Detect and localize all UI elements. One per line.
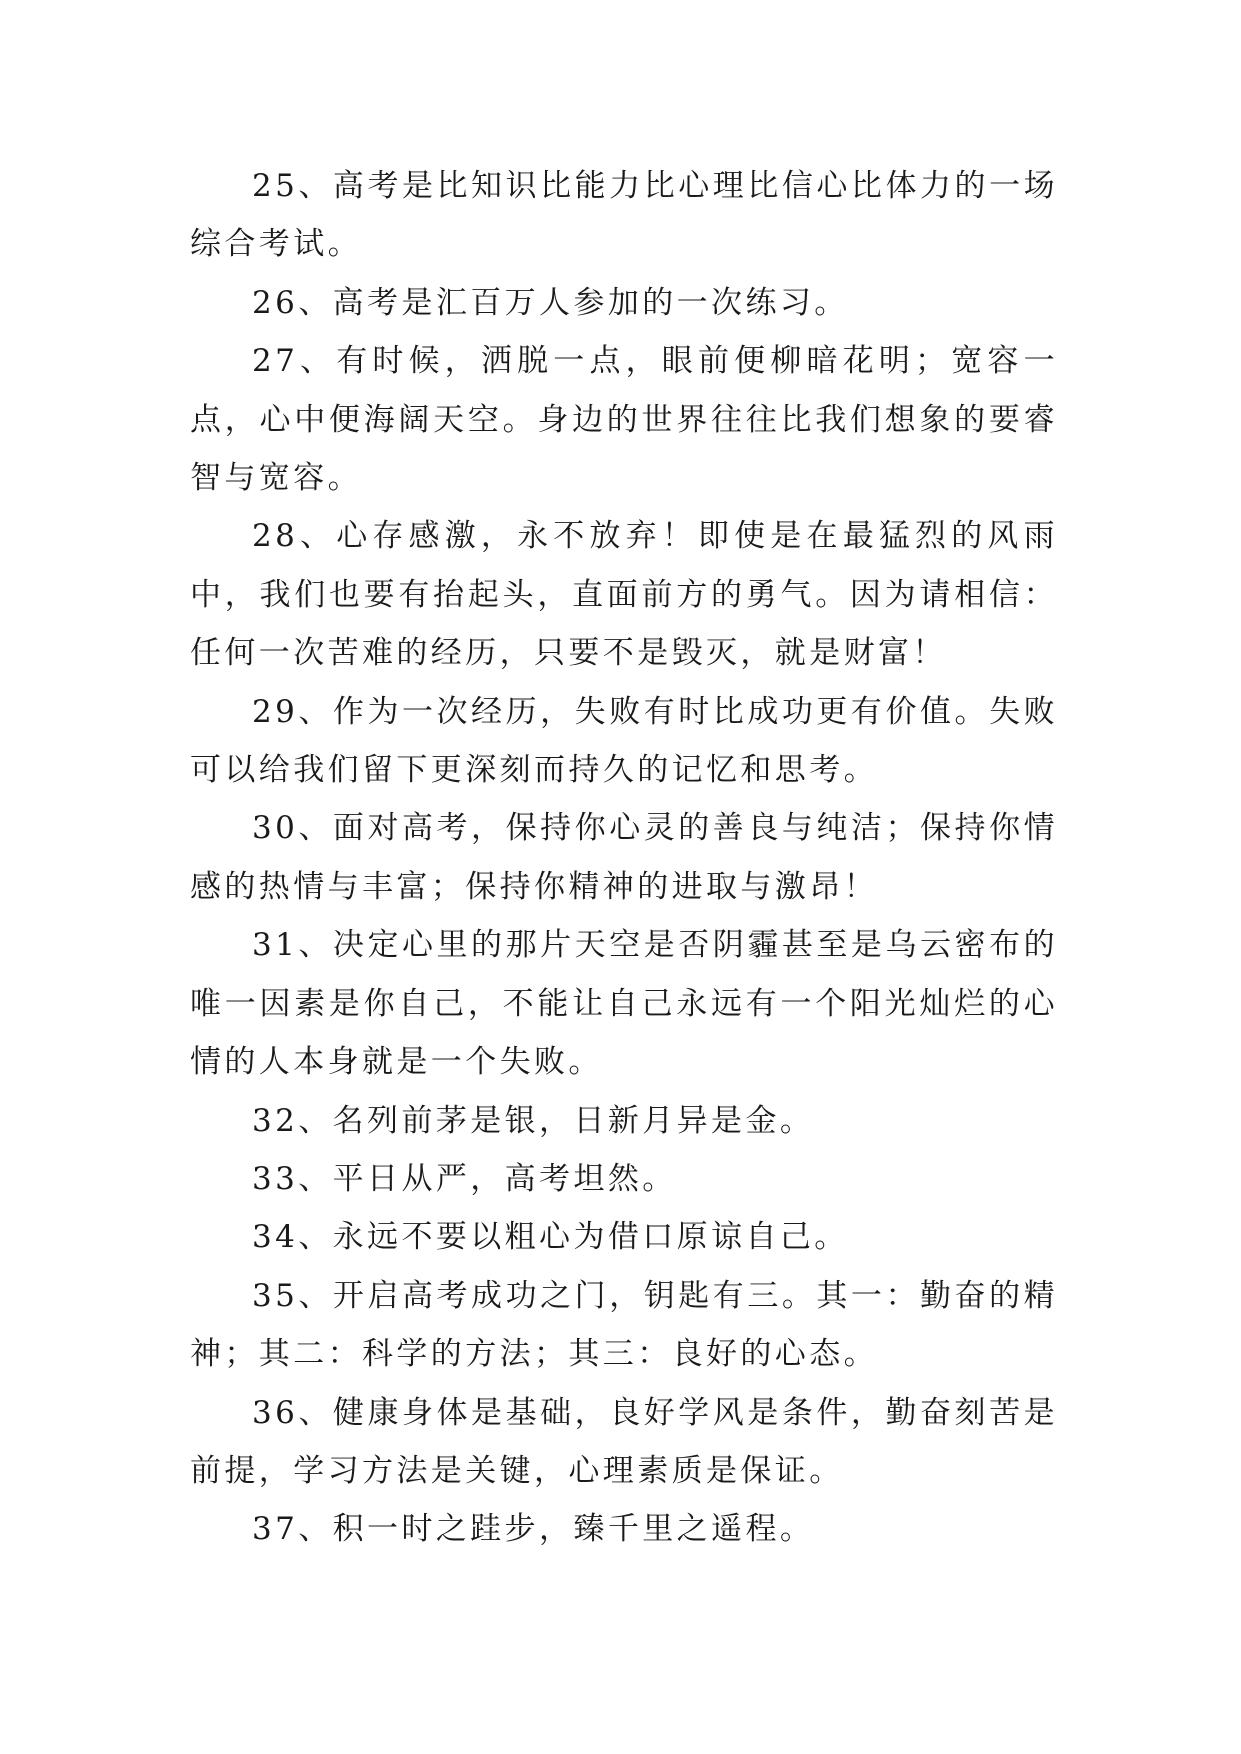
paragraph-36: 36、健康身体是基础，良好学风是条件，勤奋刻苦是前提，学习方法是关键，心理素质是保证。 xyxy=(190,1394,1058,1489)
paragraph-28: 28、心存感激，永不放弃！即使是在最猛烈的风雨中，我们也要有抬起头，直面前方的勇气。因为请相信：任何一次苦难的经历，只要不是毁灭，就是财富！ xyxy=(190,518,1058,672)
paragraph-35: 35、开启高考成功之门，钥匙有三。其一：勤奋的精神；其二：科学的方法；其三：良好的心态。 xyxy=(190,1277,1058,1373)
paragraph-25: 25、高考是比知识比能力比心理比信心比体力的一场综合考试。 xyxy=(190,168,1058,263)
document-body xyxy=(190,157,1058,1559)
paragraph-32: 32、名列前茅是银，日新月异是金。 xyxy=(252,1102,815,1139)
paragraph-27: 27、有时候，洒脱一点，眼前便柳暗花明；宽容一点，心中便海阔天空。身边的世界往往比我们想象的要睿智与宽容。 xyxy=(190,343,1058,497)
paragraph-29: 29、作为一次经历，失败有时比成功更有价值。失败可以给我们留下更深刻而持久的记忆和思考。 xyxy=(190,693,1058,789)
paragraph-31: 31、决定心里的那片天空是否阴霾甚至是乌云密布的唯一因素是你自己，不能让自己永远有一个阳光灿烂的心情的人本身就是一个失败。 xyxy=(190,927,1058,1081)
paragraph-30: 30、面对高考，保持你心灵的善良与纯洁；保持你情感的热情与丰富；保持你精神的进取与激昂！ xyxy=(190,810,1058,905)
paragraph-33: 33、平日从严，高考坦然。 xyxy=(252,1160,677,1197)
paragraph-26: 26、高考是汇百万人参加的一次练习。 xyxy=(252,284,849,321)
paragraph-34: 34、永远不要以粗心为借口原谅自己。 xyxy=(252,1219,849,1256)
paragraph-37: 37、积一时之跬步，臻千里之遥程。 xyxy=(252,1511,815,1548)
